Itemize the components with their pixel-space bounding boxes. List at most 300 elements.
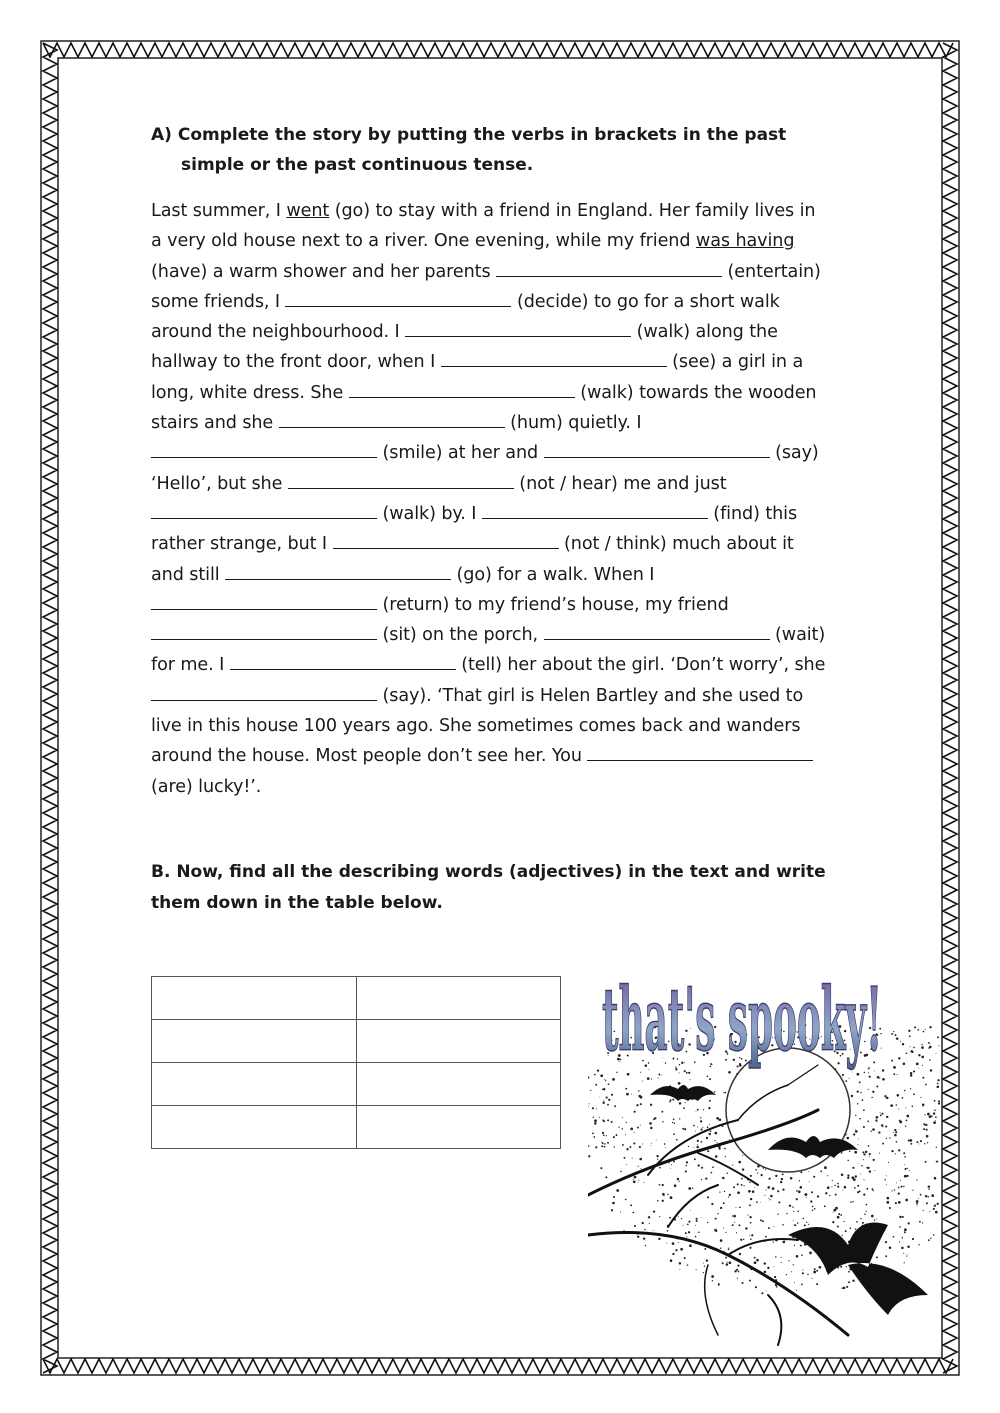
speckle	[642, 1144, 643, 1145]
speckle	[701, 1167, 703, 1169]
speckle	[938, 1100, 940, 1102]
speckle	[849, 1078, 850, 1079]
speckle	[862, 1222, 864, 1224]
speckle	[688, 1146, 689, 1147]
speckle	[895, 1034, 897, 1036]
speckle	[669, 1217, 671, 1219]
speckle	[634, 1176, 637, 1179]
speckle	[719, 1118, 722, 1121]
speckle	[866, 1188, 868, 1190]
speckle	[902, 1237, 904, 1239]
speckle	[768, 1198, 769, 1199]
speckle	[900, 1041, 901, 1042]
speckle	[832, 1221, 834, 1223]
speckle	[679, 1262, 681, 1264]
speckle	[698, 1232, 700, 1234]
speckle	[604, 1146, 606, 1148]
speckle	[608, 1083, 610, 1085]
example-answer-was-having: was having	[695, 231, 795, 252]
speckle	[742, 1168, 744, 1170]
speckle	[661, 1111, 663, 1113]
speckle	[856, 1221, 858, 1223]
speckle	[710, 1130, 712, 1132]
speckle	[858, 1138, 859, 1139]
speckle	[750, 1175, 752, 1177]
section-b-title-line1: B. Now, find all the describing words (adjectives) in the text and write	[151, 862, 826, 882]
speckle	[696, 1111, 697, 1112]
speckle	[930, 1238, 931, 1239]
story-line: hallway to the front door, when I (see) a girl in a	[151, 352, 804, 373]
speckle	[859, 1118, 861, 1120]
speckle	[661, 1075, 662, 1076]
speckle	[679, 1102, 682, 1105]
speckle	[876, 1218, 877, 1219]
speckle	[882, 1143, 884, 1145]
speckle	[853, 1133, 855, 1135]
speckle	[727, 1172, 728, 1173]
speckle	[648, 1216, 650, 1218]
speckle	[904, 1228, 907, 1231]
speckle	[859, 1190, 861, 1192]
speckle	[684, 1257, 686, 1259]
speckle	[637, 1234, 638, 1235]
speckle	[614, 1105, 616, 1107]
speckle	[801, 1254, 803, 1256]
speckle	[847, 1174, 849, 1176]
speckle	[633, 1179, 634, 1180]
speckle	[767, 1267, 769, 1269]
speckle	[727, 1262, 728, 1263]
speckle	[630, 1128, 633, 1131]
speckle	[643, 1182, 644, 1183]
speckle	[728, 1248, 730, 1250]
speckle	[923, 1123, 925, 1125]
speckle	[689, 1244, 692, 1247]
table-cell[interactable]	[152, 1106, 357, 1149]
speckle	[616, 1189, 619, 1192]
speckle	[696, 1220, 698, 1222]
speckle	[920, 1194, 922, 1196]
speckle	[796, 1290, 797, 1291]
answer-blank[interactable]	[333, 534, 559, 549]
speckle	[937, 1203, 939, 1205]
speckle	[935, 1120, 936, 1121]
speckle	[921, 1056, 924, 1059]
speckle	[850, 1201, 851, 1202]
speckle	[918, 1068, 919, 1069]
speckle	[622, 1117, 623, 1118]
answer-blank[interactable]	[230, 655, 456, 670]
speckle	[728, 1196, 729, 1197]
speckle	[840, 1266, 842, 1268]
answer-blank[interactable]	[349, 383, 575, 398]
speckle	[891, 1150, 893, 1152]
speckle	[933, 1234, 935, 1236]
speckle	[756, 1201, 758, 1203]
speckle	[866, 1204, 868, 1206]
speckle	[686, 1161, 688, 1163]
speckle	[895, 1131, 897, 1133]
speckle	[876, 1086, 878, 1088]
speckle	[852, 1072, 853, 1073]
speckle	[698, 1164, 700, 1166]
answer-blank[interactable]	[285, 292, 511, 307]
table-cell[interactable]	[152, 1020, 357, 1063]
speckle	[854, 1187, 856, 1189]
speckle	[693, 1125, 695, 1127]
speckle	[886, 1097, 888, 1099]
speckle	[634, 1225, 636, 1227]
answer-blank[interactable]	[496, 262, 722, 277]
speckle	[906, 1052, 908, 1054]
speckle	[864, 1213, 865, 1214]
speckle	[720, 1247, 721, 1248]
speckle	[715, 1155, 718, 1158]
speckle	[725, 1257, 727, 1259]
speckle	[612, 1078, 615, 1081]
speckle	[594, 1122, 597, 1125]
speckle	[891, 1033, 893, 1035]
speckle	[637, 1127, 639, 1129]
speckle	[854, 1151, 857, 1154]
speckle	[685, 1232, 687, 1234]
speckle	[707, 1196, 709, 1198]
speckle	[899, 1216, 901, 1218]
speckle	[672, 1253, 674, 1255]
speckle	[824, 1205, 826, 1207]
table-cell[interactable]	[152, 977, 357, 1020]
speckle	[923, 1210, 924, 1211]
speckle	[905, 1199, 908, 1202]
speckle	[754, 1261, 757, 1264]
speckle	[929, 1046, 932, 1049]
speckle	[868, 1072, 869, 1073]
speckle	[895, 1202, 897, 1204]
speckle	[728, 1071, 731, 1074]
speckle	[920, 1140, 922, 1142]
speckle	[888, 1162, 889, 1163]
speckle	[592, 1107, 594, 1109]
speckle	[855, 1130, 858, 1133]
table-cell[interactable]	[356, 1063, 561, 1106]
speckle	[930, 1069, 932, 1071]
border-zigzag	[43, 1359, 953, 1373]
speckle	[595, 1084, 597, 1086]
speckle	[931, 1115, 933, 1117]
speckle	[599, 1097, 600, 1098]
speckle	[809, 1181, 810, 1182]
speckle	[703, 1109, 704, 1110]
speckle	[678, 1179, 679, 1180]
speckle	[846, 1137, 849, 1140]
border-zigzag	[43, 43, 953, 57]
speckle	[657, 1200, 659, 1202]
speckle	[842, 1074, 844, 1076]
speckle	[620, 1171, 621, 1172]
speckle	[723, 1228, 724, 1229]
speckle	[638, 1180, 639, 1181]
answer-blank[interactable]	[482, 504, 708, 519]
speckle	[813, 1271, 816, 1274]
spooky-title: that's spooky!	[602, 968, 882, 1071]
speckle	[863, 1179, 864, 1180]
speckle	[907, 1246, 910, 1249]
speckle	[863, 1109, 865, 1111]
speckle	[885, 1125, 887, 1127]
speckle	[786, 1213, 787, 1214]
speckle	[886, 1138, 887, 1139]
speckle	[833, 1212, 834, 1213]
speckle	[824, 1166, 827, 1169]
speckle	[645, 1245, 647, 1247]
table-row	[152, 1063, 561, 1106]
speckle	[709, 1133, 711, 1135]
speckle	[799, 1180, 800, 1181]
speckle	[707, 1076, 709, 1078]
speckle	[651, 1145, 652, 1146]
speckle	[917, 1029, 919, 1031]
speckle	[618, 1127, 619, 1128]
speckle	[716, 1117, 719, 1120]
speckle	[806, 1197, 807, 1198]
speckle	[716, 1142, 717, 1143]
speckle	[707, 1222, 708, 1223]
speckle	[860, 1218, 861, 1219]
speckle	[723, 1092, 724, 1093]
speckle	[926, 1202, 928, 1204]
speckle	[749, 1247, 751, 1249]
speckle	[878, 1131, 880, 1133]
speckle	[764, 1262, 766, 1264]
speckle	[616, 1072, 617, 1073]
speckle	[910, 1046, 911, 1047]
answer-blank[interactable]	[225, 565, 451, 580]
table-cell[interactable]	[356, 1106, 561, 1149]
speckle	[599, 1117, 600, 1118]
speckle	[679, 1269, 680, 1270]
table-cell[interactable]	[152, 1063, 357, 1106]
speckle	[841, 1173, 844, 1176]
speckle	[662, 1121, 663, 1122]
speckle	[776, 1286, 778, 1288]
speckle	[750, 1198, 752, 1200]
answer-blank[interactable]	[151, 686, 377, 701]
speckle	[695, 1131, 696, 1132]
speckle	[889, 1137, 890, 1138]
speckle	[812, 1209, 814, 1211]
speckle	[935, 1116, 937, 1118]
speckle	[709, 1124, 710, 1125]
speckle	[749, 1182, 750, 1183]
speckle	[588, 1076, 589, 1078]
answer-blank[interactable]	[151, 595, 377, 610]
speckle	[884, 1095, 886, 1097]
speckle	[782, 1241, 785, 1244]
speckle	[840, 1214, 842, 1216]
speckle	[667, 1230, 669, 1232]
speckle	[622, 1144, 624, 1146]
speckle	[782, 1173, 784, 1175]
speckle	[701, 1141, 703, 1143]
speckle	[673, 1161, 675, 1163]
story-line: a very old house next to a river. One evening, while my friend was having	[151, 231, 795, 252]
speckle	[937, 1086, 940, 1089]
speckle	[678, 1082, 681, 1085]
speckle	[857, 1185, 859, 1187]
speckle	[642, 1222, 644, 1224]
speckle	[686, 1072, 688, 1074]
speckle	[893, 1132, 894, 1133]
speckle	[849, 1150, 851, 1152]
speckle	[865, 1151, 867, 1153]
speckle	[738, 1271, 740, 1273]
speckle	[898, 1057, 900, 1059]
speckle	[866, 1211, 867, 1212]
speckle	[933, 1112, 935, 1114]
speckle	[891, 1190, 892, 1191]
speckle	[802, 1270, 803, 1271]
speckle	[794, 1282, 795, 1283]
speckle	[766, 1189, 767, 1190]
speckle	[918, 1244, 919, 1245]
answer-blank[interactable]	[288, 474, 514, 489]
speckle	[802, 1272, 804, 1274]
speckle	[925, 1161, 927, 1163]
speckle	[720, 1207, 722, 1209]
story-line: live in this house 100 years ago. She sometimes comes back and wanders	[151, 716, 801, 737]
story-line: (sit) on the porch, (wait)	[151, 620, 881, 650]
speckle	[631, 1094, 632, 1095]
speckle	[860, 1092, 862, 1094]
speckle	[764, 1271, 767, 1274]
speckle	[800, 1186, 803, 1189]
speckle	[906, 1115, 909, 1118]
speckle	[893, 1031, 894, 1032]
speckle	[768, 1227, 770, 1229]
speckle	[922, 1044, 923, 1045]
speckle	[827, 1186, 830, 1189]
speckle	[781, 1178, 783, 1180]
speckle	[709, 1078, 711, 1080]
speckle	[696, 1146, 699, 1149]
speckle	[908, 1222, 910, 1224]
speckle	[794, 1245, 795, 1246]
story-line: ‘Hello’, but she (not / hear) me and just	[151, 473, 727, 494]
answer-blank[interactable]	[151, 625, 377, 640]
speckle	[885, 1255, 887, 1257]
answer-blank[interactable]	[151, 443, 377, 458]
speckle	[707, 1126, 709, 1128]
answer-blank[interactable]	[405, 322, 631, 337]
speckle	[634, 1132, 635, 1133]
speckle	[773, 1266, 774, 1267]
story-line: stairs and she (hum) quietly. I	[151, 413, 642, 434]
speckle	[765, 1236, 767, 1238]
speckle	[687, 1264, 689, 1266]
speckle	[669, 1101, 671, 1103]
speckle	[682, 1128, 684, 1130]
speckle	[877, 1121, 878, 1122]
answer-blank[interactable]	[151, 504, 377, 519]
answer-blank[interactable]	[441, 352, 667, 367]
speckle	[869, 1153, 871, 1155]
speckle	[866, 1167, 867, 1168]
speckle	[788, 1260, 789, 1261]
speckle	[593, 1117, 594, 1118]
table-cell[interactable]	[356, 977, 561, 1020]
speckle	[928, 1239, 930, 1241]
speckle	[870, 1131, 871, 1132]
speckle	[794, 1224, 796, 1226]
speckle	[852, 1280, 854, 1282]
answer-blank[interactable]	[587, 746, 813, 761]
speckle	[925, 1124, 927, 1126]
speckle	[594, 1074, 596, 1076]
speckle	[665, 1147, 666, 1148]
speckle	[896, 1037, 899, 1040]
speckle	[837, 1226, 839, 1228]
story-line: (are) lucky!’.	[151, 776, 262, 797]
speckle	[831, 1186, 832, 1187]
speckle	[626, 1093, 629, 1096]
speckle	[672, 1099, 674, 1101]
speckle	[896, 1104, 898, 1106]
speckle	[804, 1194, 806, 1196]
table-cell[interactable]	[356, 1020, 561, 1063]
speckle	[765, 1169, 766, 1170]
speckle	[916, 1200, 919, 1203]
speckle	[625, 1134, 626, 1135]
speckle	[701, 1179, 702, 1180]
answer-blank[interactable]	[544, 625, 770, 640]
speckle	[596, 1108, 597, 1109]
speckle	[814, 1208, 816, 1210]
speckle	[697, 1144, 698, 1145]
speckle	[899, 1226, 901, 1228]
speckle	[843, 1287, 846, 1290]
story-line: (smile) at her and (say)	[151, 438, 881, 468]
story-line: for me. I (tell) her about the girl. ‘Don’t worry’, she	[151, 655, 826, 676]
speckle	[736, 1232, 737, 1233]
speckle	[723, 1202, 725, 1204]
speckle	[775, 1175, 777, 1177]
speckle	[896, 1182, 897, 1183]
speckle	[922, 1077, 924, 1079]
answer-blank[interactable]	[544, 443, 770, 458]
speckle	[737, 1183, 739, 1185]
speckle	[872, 1091, 874, 1093]
speckle	[880, 1115, 882, 1117]
speckle	[711, 1275, 714, 1278]
speckle	[778, 1201, 780, 1203]
speckle	[717, 1213, 718, 1214]
speckle	[620, 1211, 621, 1212]
speckle	[738, 1161, 741, 1164]
speckle	[651, 1078, 652, 1079]
speckle	[671, 1164, 672, 1165]
speckle	[613, 1136, 615, 1138]
speckle	[740, 1239, 742, 1241]
story-line: around the house. Most people don’t see her. You	[151, 741, 881, 771]
speckle	[625, 1199, 626, 1200]
answer-blank[interactable]	[279, 413, 505, 428]
speckle	[687, 1224, 689, 1226]
speckle	[689, 1079, 690, 1080]
speckle	[881, 1113, 883, 1115]
speckle	[602, 1102, 604, 1104]
speckle	[910, 1088, 911, 1089]
speckle	[814, 1268, 816, 1270]
